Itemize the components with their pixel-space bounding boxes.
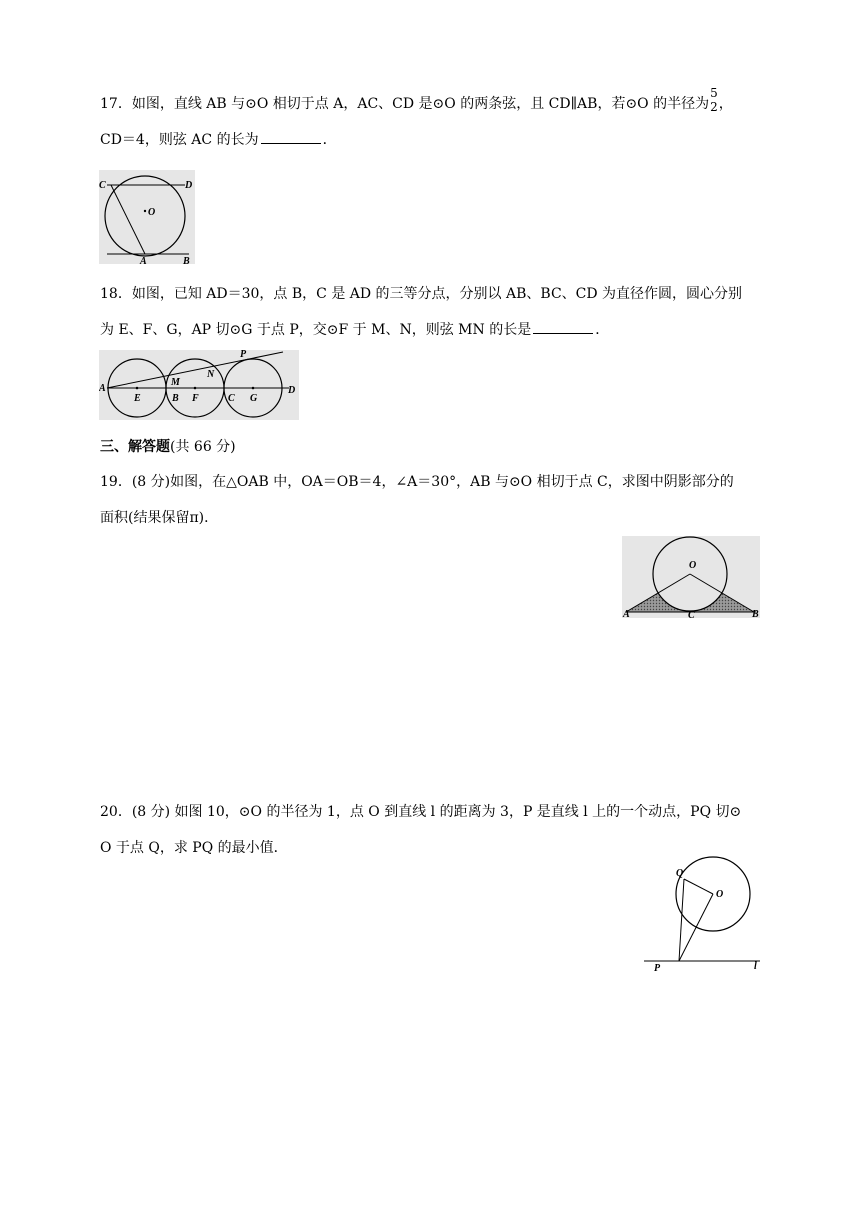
q17-line2: CD＝4，则弦 AC 的长为 ．: [100, 122, 762, 158]
q17-label-b: B: [183, 256, 190, 264]
q17-label-c: C: [99, 180, 106, 191]
q17-figure: [99, 170, 195, 264]
section-three-heading: 三、解答题(共 66 分): [100, 439, 236, 455]
q19-line1: 19．(8 分)如图，在△OAB 中，OA＝OB＝4，∠A＝30°，AB 与⊙O 相切于点 C，求图中阴影部分的: [100, 474, 734, 490]
q20-label-l: l: [754, 961, 757, 972]
q18-label-b: B: [172, 393, 179, 404]
q19-text: [100, 464, 762, 536]
q20-label-p: P: [654, 963, 661, 974]
q17-label-a: A: [140, 256, 147, 264]
q20-label-q: Q: [676, 868, 684, 879]
q19-label-c: C: [688, 610, 695, 618]
q17-label-o: O: [148, 207, 156, 218]
q19-label-b: B: [752, 609, 759, 618]
q19-line2: 面积(结果保留π)．: [100, 510, 219, 526]
q19-figure: [622, 536, 760, 618]
q19-label-o: O: [689, 560, 697, 571]
q17-answer-blank: [261, 129, 321, 144]
q18-label-n: N: [207, 369, 215, 380]
q17-line1: 17．如图，直线 AB 与⊙O 相切于点 A，AC、CD 是⊙O 的两条弦，且 CD∥AB，若⊙O 的半径为 5 2 ，: [100, 85, 733, 114]
q18-label-f: F: [192, 393, 199, 404]
q19-label-a: A: [623, 609, 630, 618]
q20-line1: 20．(8 分) 如图 10，⊙O 的半径为 1，点 O 到直线 l 的距离为 3，P 是直线 l 上的一个动点，PQ 切⊙: [100, 804, 742, 820]
q18-label-m: M: [171, 377, 180, 388]
q18-label-a: A: [99, 383, 106, 394]
q18-label-g: G: [250, 393, 258, 404]
q17-fraction: 5 2: [710, 85, 718, 114]
q20-line2: O 于点 Q，求 PQ 的最小值．: [100, 840, 288, 856]
q18-label-c: C: [228, 393, 235, 404]
q18-label-e: E: [134, 393, 141, 404]
q18-answer-blank: [533, 319, 593, 334]
q18-line1: 18．如图，已知 AD＝30，点 B，C 是 AD 的三等分点，分别以 AB、BC、CD 为直径作圆，圆心分别: [100, 286, 743, 302]
q18-label-p: P: [240, 350, 247, 360]
q17-text: [100, 86, 762, 158]
q20-figure: [640, 852, 770, 974]
q18-text: [100, 276, 762, 348]
q18-label-d: D: [288, 385, 296, 396]
q17-label-d: D: [185, 180, 193, 191]
q18-figure: [99, 350, 299, 420]
q20-label-o: O: [716, 889, 724, 900]
q18-line2: 为 E、F、G，AP 切⊙G 于点 P，交⊙F 于 M、N，则弦 MN 的长是 ．: [100, 312, 762, 348]
